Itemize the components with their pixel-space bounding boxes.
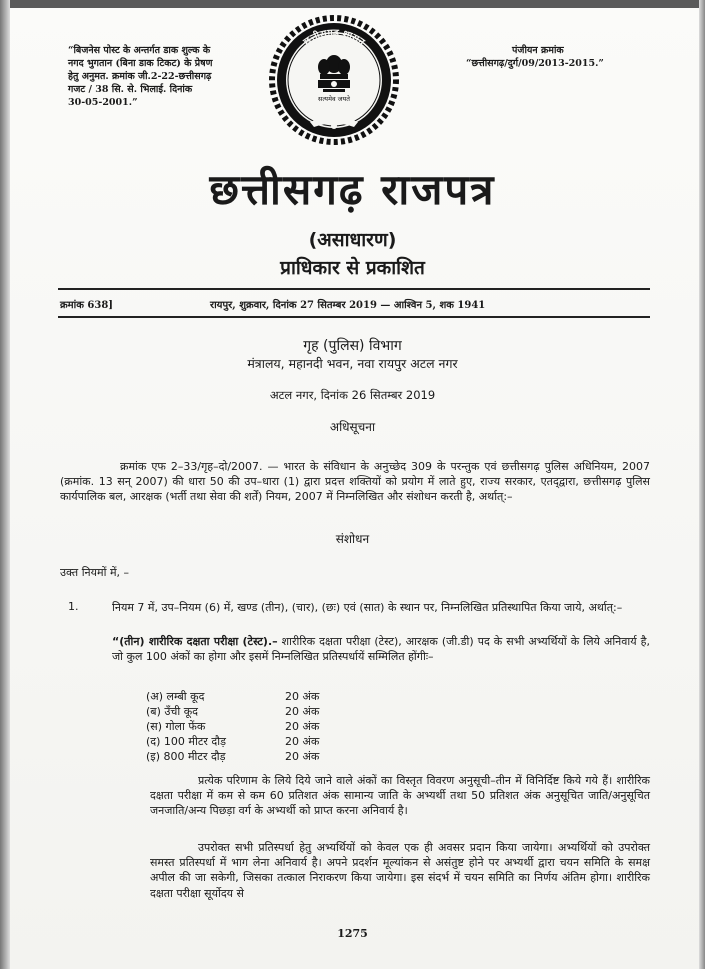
appeal-paragraph: उपरोक्त सभी प्रतिस्पर्धा हेतु अभ्यर्थियों को केवल एक ही अवसर प्रदान किया जायेगा। अभ्यर्थियों को उपरोक्त समस्त प्रतिस्पर्धा में भाग लेना अनिवार्य है। अपने प्रदर्शन मूल्यांकन से असंतुष्ट होने पर अभ्यर्थी द्वारा चयन समिति के समक्ष अपील की जा सकेगी, जिसका तत्काल निराकरण किया जायेगा। इस संदर्भ में चयन समिति का निर्णय अंतिम होगा। शारीरिक दक्षता परीक्षा सूर्योदय से — [150, 841, 650, 900]
photo-edge-right — [699, 0, 705, 969]
clause-text: शारीरिक दक्षता परीक्षा (टेस्ट), आरक्षक (जी.डी) पद के सभी अभ्यर्थियों के लिये अनिवार्य है, जो कुल 100 अंकों का होगा और इसमें निम्नलिखित प्रतिस्पर्धायें सम्मिलित होंगीः– — [112, 635, 650, 664]
postal-notice-line: नगद भुगतान (बिना डाक टिकट) के प्रेषण — [68, 58, 213, 69]
notification-heading: अधिसूचना — [329, 420, 376, 434]
postal-notice — [68, 44, 233, 109]
item-text: नियम 7 में, उप–नियम (6) में, खण्ड (तीन), (चार), (छः) एवं (सात) के स्थान पर, निम्नलिखित प्रतिस्थापित किया जाये, अर्थात्:– — [112, 601, 623, 614]
event-name: (स) गोला फेंक — [146, 720, 206, 733]
list-item — [146, 704, 406, 719]
registration-label: पंजीयन क्रमांक — [512, 45, 564, 56]
event-name: (द) 100 मीटर दौड़ — [146, 735, 226, 748]
department-address: मंत्रालय, महानदी भवन, नवा रायपुर अटल नगर — [247, 356, 458, 371]
marks-detail-paragraph: प्रत्येक परिणाम के लिये दिये जाने वाले अंकों का विस्तृत विवरण अनुसूची–तीन में विनिर्दिष्ट किये गये हैं। शारीरिक दक्षता परीक्षा में कम से कम 60 प्रतिशत अंक सामान्य जाति के अभ्यर्थी तथा 50 प्रतिशत अंक अनुसूचित जाति/अनुसूचित जनजाति/अन्य पिछड़ा वर्ग के अभ्यर्थी को प्राप्त करना अनिवार्य है। — [150, 774, 650, 818]
list-item — [146, 719, 406, 734]
issue-place-date: रायपुर, शुक्रवार, दिनांक 27 सितम्बर 2019 — आश्विन 5, शक 1941 — [210, 300, 486, 311]
state-emblem-seal — [268, 14, 400, 146]
photo-edge-left — [0, 0, 10, 969]
gazette-title: छत्तीसगढ़ राजपत्र — [209, 165, 496, 214]
rules-intro: उक्त नियमों में, – — [60, 566, 130, 579]
event-marks: 20 अंक — [285, 750, 320, 763]
list-item — [146, 749, 406, 764]
postal-notice-line: हेतु अनुमत. क्रमांक जी.2-22-छत्तीसगढ़ — [68, 71, 212, 82]
item-number: 1. — [68, 600, 79, 613]
amendment-heading: संशोधन — [335, 532, 370, 546]
page-number: 1275 — [337, 927, 368, 940]
postal-notice-line: गजट / 38 सि. से. भिलाई. दिनांक — [68, 84, 193, 95]
event-marks: 20 अंक — [285, 705, 320, 718]
event-marks: 20 अंक — [285, 720, 320, 733]
registration-block — [466, 44, 646, 70]
notice-date: अटल नगर, दिनांक 26 सितम्बर 2019 — [269, 388, 436, 402]
event-name: (ब) उँची कूद — [146, 705, 199, 718]
postal-notice-line: “बिजनेस पोस्ट के अन्तर्गत डाक शुल्क के — [68, 45, 211, 56]
event-name: (अ) लम्बी कूद — [146, 690, 205, 703]
list-item — [146, 689, 406, 704]
list-item — [146, 734, 406, 749]
clause-paragraph — [112, 634, 650, 664]
seal-text-top: छत्तीसगढ़ शासन — [301, 27, 367, 49]
event-name: (इ) 800 मीटर दौड़ — [146, 750, 226, 763]
issue-number: क्रमांक 638] — [60, 300, 114, 311]
rule-top — [58, 288, 650, 290]
event-marks: 20 अंक — [285, 735, 320, 748]
notification-paragraph: क्रमांक एफ 2–33/गृह–दो/2007. — भारत के संविधान के अनुच्छेद 309 के परन्तुक एवं छत्तीसगढ़ पुलिस अधिनियम, 2007 (क्रमांक. 13 सन् 2007) की धारा 50 की उप–धारा (1) द्वारा प्रदत्त शक्तियों को प्रयोग में लाते हुए, राज्य सरकार, एतद्‌द्वारा, छत्तीसगढ़ पुलिस कार्यपालिक बल, आरक्षक (भर्ती तथा सेवा की शर्तें) नियम, 2007 में निम्नलिखित और संशोधन करती है, अर्थात्:– — [60, 460, 650, 504]
events-list — [146, 689, 406, 764]
clause-title: “(तीन) शारीरिक दक्षता परीक्षा (टेस्ट).– — [112, 635, 278, 648]
published-by-authority: प्राधिकार से प्रकाशित — [280, 257, 425, 279]
postal-notice-line: 30-05-2001.” — [68, 97, 138, 108]
department-name: गृह (पुलिस) विभाग — [303, 338, 402, 354]
seal-motto: सत्यमेव जयते — [318, 95, 350, 103]
extraordinary-label: (असाधारण) — [308, 229, 397, 251]
registration-number: “छत्तीसगढ़/दुर्ग/09/2013-2015.” — [466, 58, 604, 69]
event-marks: 20 अंक — [285, 690, 320, 703]
rule-bottom — [58, 316, 650, 318]
photo-edge-top — [0, 0, 705, 8]
